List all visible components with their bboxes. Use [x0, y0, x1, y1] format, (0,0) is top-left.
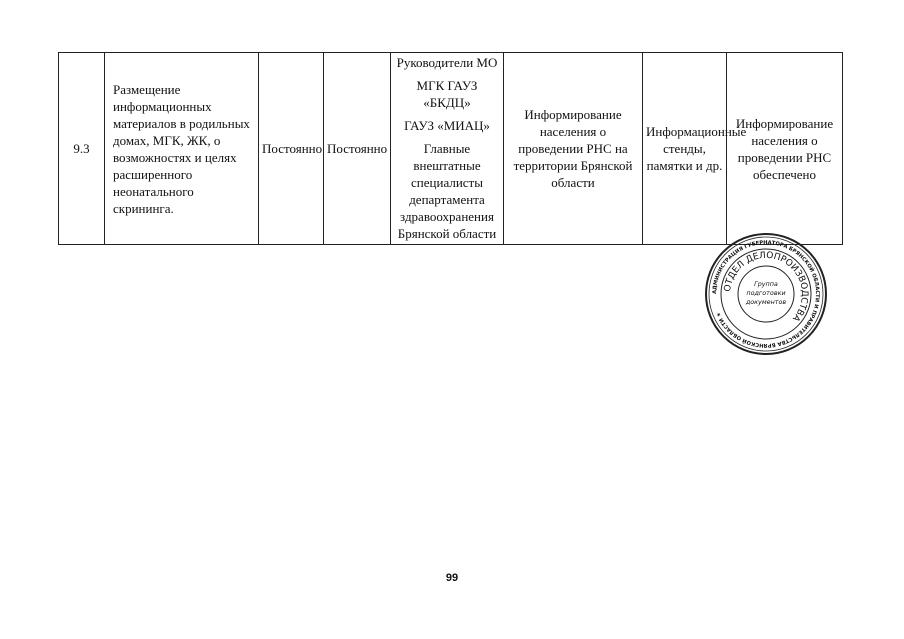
result-cell: Информирование населения о проведении РНС на территории Брянской области [504, 53, 643, 245]
row-number-cell: 9.3 [59, 53, 105, 245]
stamp-ring-text: АДМИНИСТРАЦИЯ ГУБЕРНАТОРА БРЯНСКОЙ ОБЛАСТИ И ПРАВИТЕЛЬСТВА БРЯНСКОЙ ОБЛАСТИ ★ [711, 239, 821, 349]
stamp-department-text: ОТДЕЛ ДЕЛОПРОИЗВОДСТВА [722, 250, 810, 323]
responsible-line-2: МГК ГАУЗ «БКДЦ» [416, 78, 478, 110]
responsible-cell [391, 53, 504, 245]
indicator-cell: Информирование населения о проведении РНС обеспечено [727, 53, 843, 245]
end-period-cell: Постоянно [324, 53, 391, 245]
responsible-line-3: ГАУЗ «МИАЦ» [404, 118, 490, 133]
plan-table [58, 52, 843, 245]
start-period-cell: Постоянно [259, 53, 324, 245]
stamp-center-line-2: подготовки [746, 289, 786, 297]
form-cell: Информационные стенды, памятки и др. [643, 53, 727, 245]
office-stamp [704, 232, 828, 356]
table-row [59, 53, 843, 245]
stamp-center-line-3: документов [745, 298, 787, 306]
page-number: 99 [445, 572, 459, 584]
stamp-center-line-1: Группа [754, 280, 778, 288]
responsible-line-1: Руководители МО [396, 55, 498, 70]
responsible-line-4: Главные внештатные специалисты департамента здравоохранения Брянской области [397, 141, 497, 241]
action-cell: Размещение информационных материалов в родильных домах, МГК, ЖК, о возможностях и целях расширенного неонатального скрининга. [105, 53, 259, 245]
